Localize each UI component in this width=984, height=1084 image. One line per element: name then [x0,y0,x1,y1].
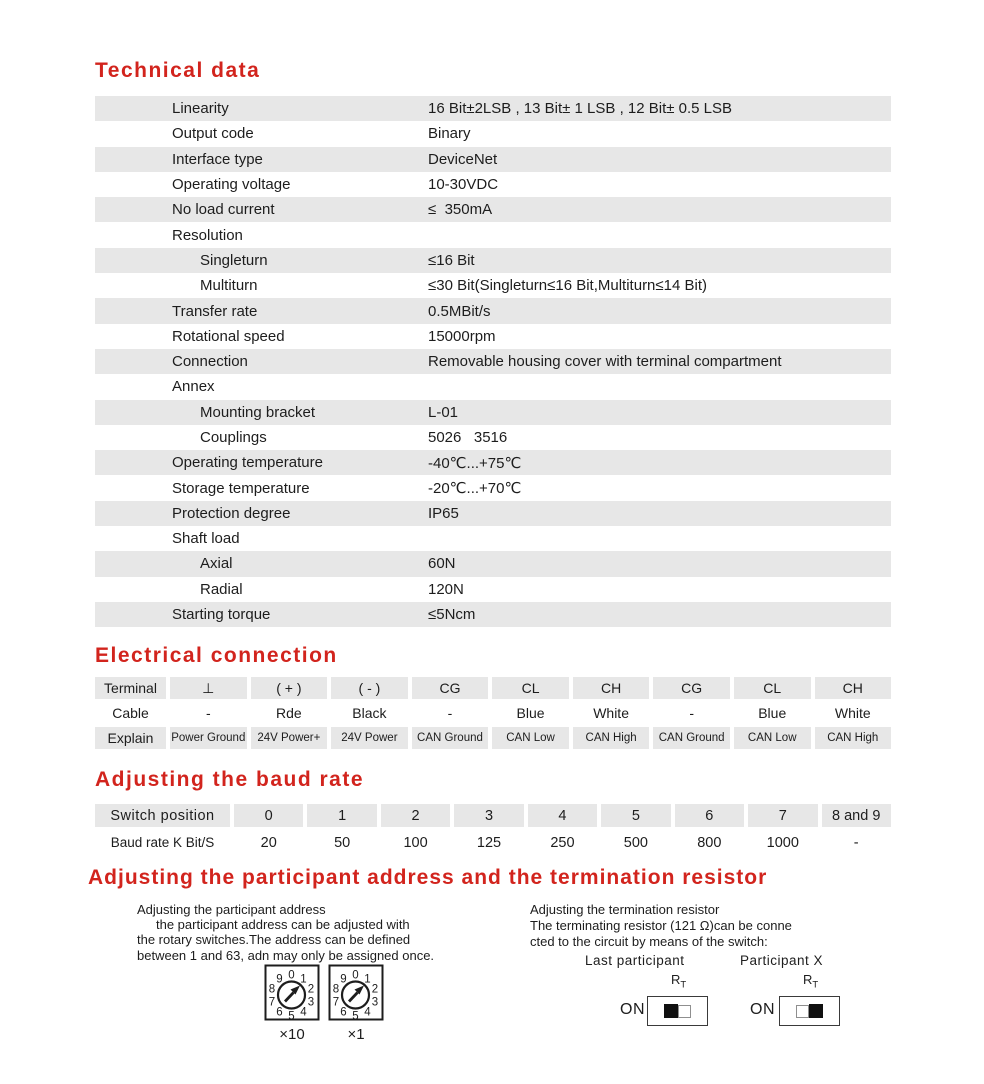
tech-row-value: 15000rpm [428,327,496,345]
rotary-digit: 1 [364,973,371,986]
tech-row [95,577,891,602]
tech-row-label: Annex [172,378,215,396]
tech-row-value: 5026 3516 [428,429,508,446]
elec-table-row [95,727,891,749]
baud-table-cell: 100 [403,834,428,851]
rotary-digit: 1 [300,973,307,986]
rotary-digit: 8 [268,983,276,996]
elec-table-cell: Rde [276,705,302,721]
tech-row-value: ≤16 Bit [428,251,475,269]
termination-switch-last-participant [620,972,730,1030]
elec-table-cell: Blue [516,705,545,721]
tech-row-value: DeviceNet [428,150,498,168]
tech-row-label: Singleturn [200,251,268,269]
tech-row-label: Couplings [200,429,267,446]
tech-row [95,551,891,576]
tech-row-label: Interface type [172,150,263,168]
elec-table-row-header: Cable [112,705,149,721]
tech-row-label: Protection degree [172,504,291,522]
tech-row [95,400,891,425]
baud-table-row-header: Switch position [95,804,230,827]
baud-table-row [95,804,891,827]
text-line: The terminating resistor (121 Ω)can be conne [530,918,792,933]
elec-table-cell: CL [492,677,569,699]
baud-table-cell: 4 [528,804,597,827]
tech-row [95,147,891,172]
tech-row [95,475,891,500]
baud-table-cell: 50 [334,834,351,851]
tech-row [95,222,891,247]
rotary-digit: 3 [371,996,379,1009]
tech-row [95,501,891,526]
rotary-digit: 0 [288,969,295,982]
baud-table-cell: 250 [550,834,575,851]
rotary-digit: 9 [276,973,283,986]
rt-label: $R_T$ [803,972,819,991]
termination-switch-participant-x [750,972,860,1030]
rotary-digit: 5 [288,1010,295,1021]
elec-table-cell: Power Ground [170,727,247,749]
tech-row-label: Operating voltage [172,176,291,194]
tech-row [95,273,891,298]
rotary-digit: 7 [332,996,340,1009]
tech-row-label: Radial [200,580,243,598]
elec-table-row-header: Terminal [95,677,166,699]
rotary-switch-x10 [264,964,320,1021]
tech-row-value: ≤30 Bit(Singleturn≤16 Bit,Multiturn≤14 Bit) [428,277,707,295]
elec-table-cell: 24V Power [331,727,408,749]
baud-table-cell: 5 [601,804,670,827]
electrical-connection-table [95,677,891,749]
tech-row [95,172,891,197]
text-line: the rotary switches.The address can be defined [137,932,411,948]
rotary-multiplier-x1: ×1 [347,1026,365,1043]
tech-row-label: Output code [172,125,254,143]
baud-table-cell: 1000 [766,834,799,851]
dip-slider-empty [678,1005,691,1018]
elec-table-cell: CAN Ground [653,727,730,749]
elec-table-cell: CH [815,677,892,699]
elec-table-cell: - [447,705,453,721]
tech-row [95,298,891,323]
text-line: between 1 and 63, adn may only be assigned once. [137,947,435,963]
elec-table-cell: Blue [758,705,787,721]
baud-table-cell: 3 [454,804,523,827]
elec-table-cell: CAN High [573,727,650,749]
text-line: Adjusting the termination resistor [530,902,720,917]
elec-table-cell: CAN Low [734,727,811,749]
baud-table-cell: 1 [307,804,376,827]
elec-table-cell: CAN Low [492,727,569,749]
baud-table-cell: 8 and 9 [822,804,891,827]
baud-table-cell: 0 [234,804,303,827]
tech-row-value: 0.5MBit/s [428,302,491,320]
tech-row-label: Axial [200,555,233,573]
rotary-digit: 3 [307,996,315,1009]
elec-table-cell: CG [412,677,489,699]
rotary-digit: 6 [276,1006,283,1019]
tech-row-label: Starting torque [172,606,271,624]
elec-table-cell: White [834,705,871,721]
rotary-digit: 4 [364,1006,371,1019]
rotary-digit: 8 [332,983,340,996]
tech-row [95,197,891,222]
tech-row-value: 16 Bit±2LSB , 13 Bit± 1 LSB , 12 Bit± 0.5 LSB [428,100,733,118]
baud-table-cell: 6 [675,804,744,827]
rotary-digit: 4 [300,1006,307,1019]
tech-row-value: 120N [428,580,464,598]
baud-table-cell: 125 [476,834,502,851]
tech-row-label: No load current [172,201,275,219]
dip-slider-filled [664,1004,678,1018]
tech-row-label: Connection [172,353,248,371]
elec-table-cell: - [689,705,694,721]
tech-row [95,425,891,450]
rt-label: $R_T$ [671,972,687,991]
baud-table-row [95,831,891,854]
section-heading-electrical-connection: Electrical connection [95,644,338,667]
elec-table-cell: 24V Power+ [251,727,328,749]
participant-x-label: Participant X [740,953,824,968]
tech-row-label: Mounting bracket [200,403,316,421]
dip-switch-body [647,996,708,1026]
rotary-switch-x1 [328,964,384,1021]
rotary-multiplier-x10: ×10 [279,1026,305,1043]
tech-row [95,349,891,374]
on-label: ON [620,1001,645,1018]
elec-table-cell: CL [734,677,811,699]
technical-data-table [95,96,891,627]
tech-row-value: 60N [428,555,456,573]
tech-row-value: Binary [428,125,471,143]
tech-row-value: 10-30VDC [428,176,499,194]
section-heading-baud-rate: Adjusting the baud rate [95,768,365,791]
tech-row [95,121,891,146]
tech-row-label: Shaft load [172,530,240,548]
tech-row-label: Storage temperature [172,479,310,497]
tech-row-value: IP65 [428,504,459,522]
tech-row [95,526,891,551]
rotary-digit: 7 [268,996,276,1009]
rotary-digit: 2 [371,983,379,996]
tech-row [95,602,891,627]
tech-row-label: Multiturn [200,277,258,295]
dip-switch-body [779,996,840,1026]
rotary-digit: 6 [340,1006,347,1019]
baud-table-cell: 500 [623,834,648,851]
last-participant-label: Last participant [585,953,685,968]
text-line: the participant address can be adjusted with [156,917,410,933]
elec-table-row [95,677,891,699]
elec-table-cell: CH [573,677,650,699]
rotary-digit: 0 [352,969,359,982]
tech-row-value: ≤5Ncm [428,606,476,624]
baud-table-row-header: Baud rate K Bit/S [110,835,215,850]
tech-row-label: Operating temperature [172,454,323,472]
text-line: cted to the circuit by means of the switch: [530,934,768,949]
elec-table-cell: CAN High [815,727,892,749]
elec-table-cell: - [205,705,211,721]
tech-row [95,450,891,475]
dip-slider-empty [796,1005,809,1018]
elec-table-cell: Black [352,705,387,721]
participant-address-paragraph [137,902,457,963]
tech-row-value: Removable housing cover with terminal compartment [428,353,782,371]
section-heading-participant-address: Adjusting the participant address and the termination resistor [88,866,768,889]
tech-row [95,248,891,273]
tech-row-label: Rotational speed [172,327,285,345]
tech-row-value: -20℃...+70℃ [428,480,522,498]
tech-row-label: Resolution [172,226,243,244]
tech-row-value: L-01 [428,403,459,421]
elec-table-cell: ( - ) [331,677,408,699]
elec-table-cell: ( + ) [251,677,328,699]
baud-table-cell: 20 [260,834,277,851]
baud-table-cell: 7 [748,804,817,827]
elec-table-cell: CAN Ground [412,727,489,749]
elec-table-row [95,702,891,724]
elec-table-row-header: Explain [95,727,166,749]
tech-row-value: ≤ 350mA [428,201,493,219]
section-heading-technical-data: Technical data [95,59,261,82]
tech-row-value: -40℃...+75℃ [428,454,522,472]
text-line: Adjusting the participant address [137,902,326,917]
baud-table-cell: 800 [697,834,722,851]
tech-row [95,374,891,399]
rotary-digit: 2 [307,983,315,996]
dip-slider-filled [809,1004,823,1018]
tech-row [95,96,891,121]
baud-rate-table [95,804,891,854]
baud-table-cell: - [853,834,859,851]
elec-table-cell: White [593,705,629,721]
elec-table-cell: CG [653,677,730,699]
rotary-digit: 9 [340,973,347,986]
on-label: ON [750,1001,775,1018]
tech-row-label: Transfer rate [172,302,258,320]
tech-row-label: Linearity [172,100,229,118]
tech-row [95,324,891,349]
termination-resistor-paragraph [530,902,860,950]
baud-table-cell: 2 [381,804,450,827]
rotary-digit: 5 [352,1010,359,1021]
elec-table-cell: ⊥ [170,677,247,699]
